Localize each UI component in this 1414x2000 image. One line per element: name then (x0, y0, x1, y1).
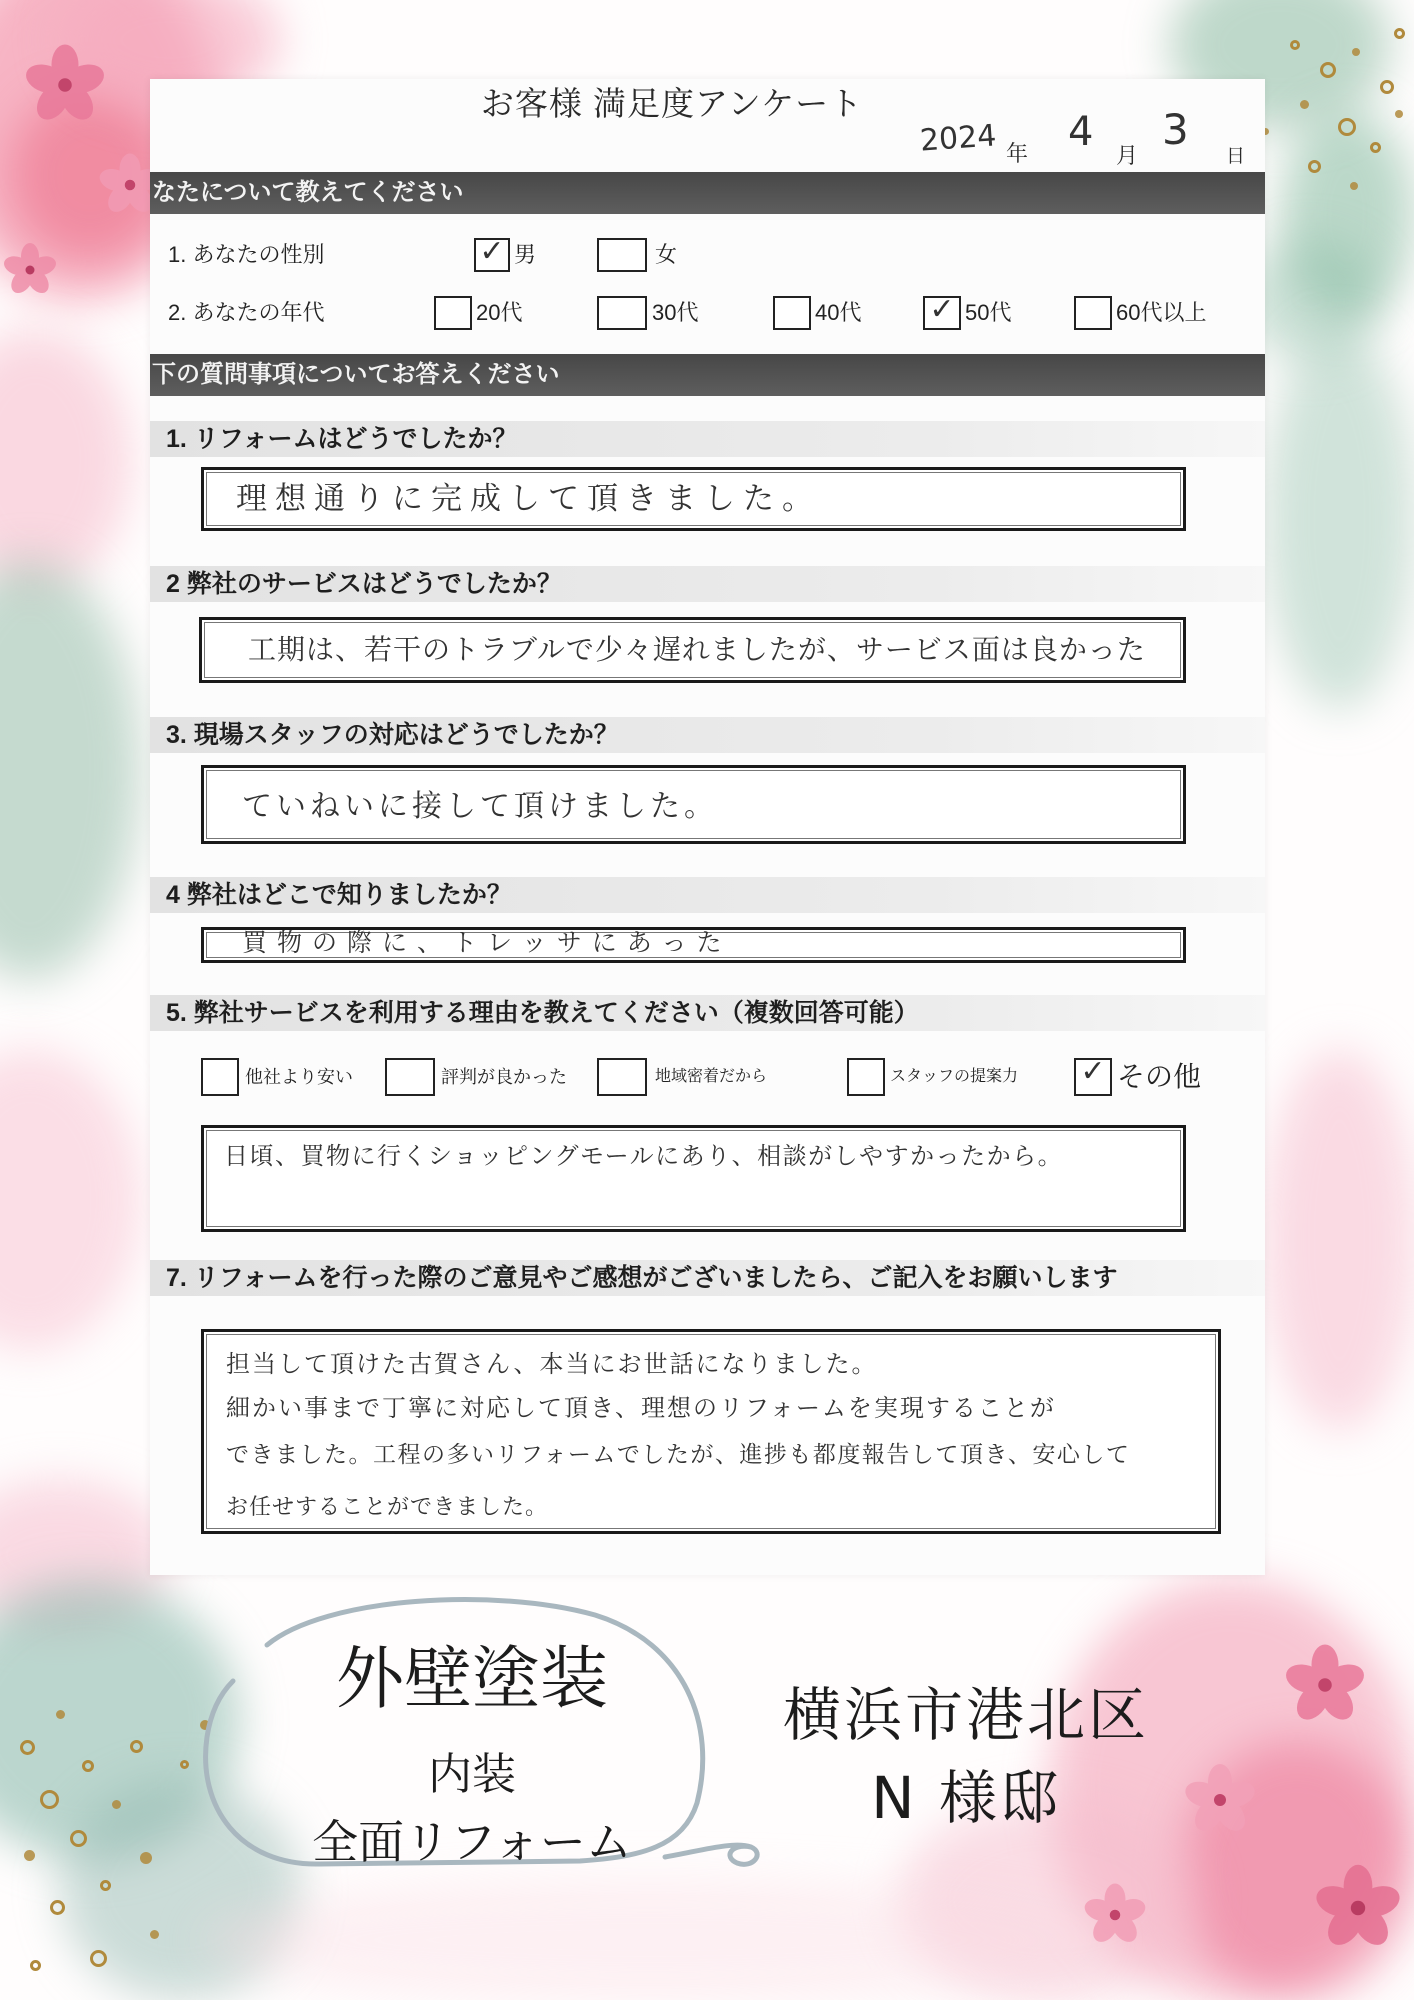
survey-sheet (150, 79, 1265, 1575)
checkbox-label-age-30s: 30代 (652, 300, 699, 325)
question-4-answer: 買物の際に、トレッサにあった (242, 928, 732, 957)
gold-dot-decoration (56, 1710, 65, 1719)
gold-dot-decoration (180, 1760, 189, 1769)
gold-dot-decoration (70, 1830, 87, 1847)
location-label: 横浜市港北区 (782, 1681, 1149, 1749)
green-wash (0, 560, 140, 980)
checkbox-label-age-40s: 40代 (815, 300, 862, 325)
pink-wash (200, 1880, 1100, 2000)
question-4-band (150, 877, 1265, 913)
checkbox-other (1074, 1058, 1112, 1096)
gold-dot-decoration (24, 1850, 35, 1861)
checkbox-male (474, 238, 510, 272)
flower-icon (1310, 1860, 1406, 1956)
question-2-band (150, 566, 1265, 602)
gold-dot-decoration (150, 1930, 159, 1939)
question-7-answer-line: 細かい事まで丁寧に対応して頂き、理想のリフォームを実現することが (226, 1394, 1056, 1422)
checkbox-label-local: 地域密着だから (655, 1068, 768, 1085)
question-1-answer-box (201, 467, 1186, 531)
flower-icon (1180, 1760, 1260, 1840)
checkbox-label-age-20s: 20代 (476, 300, 523, 325)
gold-dot-decoration (40, 1790, 59, 1809)
gold-dot-decoration (90, 1950, 107, 1967)
question-5-band (150, 995, 1265, 1031)
gold-dot-decoration (1290, 40, 1300, 50)
date-day: 3 (1162, 105, 1189, 154)
checkbox-label-age-60s-plus: 60代以上 (1116, 300, 1207, 325)
profile-section-header: なたについて教えてください (150, 172, 1265, 214)
gold-dot-decoration (30, 1960, 41, 1971)
question-7-answer-box (201, 1329, 1221, 1534)
question-7-answer-line: 担当して頂けた古賀さん、本当にお世話になりました。 (226, 1350, 878, 1378)
checkbox-age-50s (923, 296, 961, 330)
question-2-answer: 工期は、若干のトラブルで少々遅れましたが、サービス面は良かった (248, 633, 1146, 666)
questions-section-header: 下の質問事項についてお答えください (150, 354, 1265, 396)
gold-dot-decoration (100, 1880, 111, 1891)
question-7-label: 7. リフォームを行った際のご意見やご感想がございましたら、ご記入をお願いします (166, 1264, 1118, 1292)
gold-dot-decoration (1338, 118, 1356, 136)
gold-dot-decoration (1380, 80, 1394, 94)
checkbox-label-other: その他 (1117, 1061, 1202, 1092)
gold-dot-decoration (1308, 160, 1321, 173)
question-3-answer-box (201, 765, 1186, 844)
gold-dot-decoration (1370, 142, 1381, 153)
question-3-answer: ていねいに接して頂けました。 (242, 789, 718, 824)
flower-icon (0, 240, 60, 300)
question-7-answer-line: お任せすることができました。 (226, 1495, 549, 1520)
flower-icon (1280, 1640, 1370, 1730)
gold-dot-decoration (130, 1740, 143, 1753)
question-3-band (150, 717, 1265, 753)
pink-wash (1265, 1050, 1414, 1430)
question-2-label: 2 弊社のサービスはどうでしたか？ (166, 570, 562, 598)
checkbox-age-30s (597, 296, 647, 330)
question-3-label: 3. 現場スタッフの対応はどうでしたか？ (166, 721, 619, 749)
question-1-label: 1. リフォームはどうでしたか？ (166, 425, 518, 453)
checkbox-label-female: 女 (655, 242, 678, 267)
gold-dot-decoration (1320, 62, 1336, 78)
gold-dot-decoration (1395, 110, 1403, 118)
pink-wash (0, 1050, 140, 1350)
age-label: 2. あなたの年代 (168, 300, 325, 325)
date-year-unit: 年 (1006, 141, 1029, 166)
checkbox-cheaper (201, 1058, 239, 1096)
checkbox-age-40s (773, 296, 811, 330)
flower-icon (20, 40, 110, 130)
checkbox-label-staff-proposal: スタッフの提案力 (890, 1068, 1019, 1085)
gold-dot-decoration (1350, 182, 1358, 190)
service-sub-full-reform: 全面リフォーム (312, 1815, 632, 1869)
checkbox-staff-proposal (847, 1058, 885, 1096)
question-7-band (150, 1260, 1265, 1296)
question-4-answer-box (201, 927, 1186, 963)
question-2-answer-box (199, 617, 1186, 683)
date-year: 2024 (918, 118, 998, 159)
gold-dot-decoration (1300, 100, 1309, 109)
checkbox-label-age-50s: 50代 (965, 300, 1012, 325)
question-5-answer: 日頃、買物に行くショッピングモールにあり、相談がしやすかったから。 (224, 1142, 1064, 1170)
gold-dot-decoration (112, 1800, 121, 1809)
checkbox-label-cheaper: 他社より安い (245, 1067, 353, 1087)
checkbox-label-reputation: 評判が良かった (441, 1067, 567, 1087)
checkbox-female (597, 238, 647, 272)
question-4-label: 4 弊社はどこで知りましたか？ (166, 881, 512, 909)
survey-title: お客様 満足度アンケート (480, 85, 864, 122)
gold-dot-decoration (20, 1740, 35, 1755)
checkbox-age-60s-plus (1074, 296, 1112, 330)
gold-dot-decoration (82, 1760, 94, 1772)
question-5-label: 5. 弊社サービスを利用する理由を教えてください（複数回答可能） (166, 999, 919, 1027)
question-7-answer-line: できました。工程の多いリフォームでしたが、進捗も都度報告して頂き、安心して (226, 1442, 1131, 1468)
date-month-unit: 月 (1116, 143, 1139, 168)
gold-dot-decoration (50, 1900, 65, 1915)
client-label: N 様邸 (871, 1764, 1061, 1832)
question-1-band (150, 421, 1265, 457)
date-month: 4 (1068, 109, 1094, 155)
question-5-answer-box (201, 1125, 1186, 1232)
gender-label: 1. あなたの性別 (168, 242, 325, 267)
checkbox-label-male: 男 (514, 242, 537, 267)
service-sub-interior: 内装 (428, 1749, 516, 1800)
green-wash (1265, 330, 1414, 710)
question-1-answer: 理想通りに完成して頂きました。 (236, 481, 821, 517)
gold-dot-decoration (1394, 28, 1405, 39)
service-main: 外壁塗装 (335, 1640, 608, 1719)
checkbox-age-20s (434, 296, 472, 330)
date-day-unit: 日 (1226, 146, 1246, 167)
pink-wash (0, 330, 130, 590)
checkbox-local (597, 1058, 647, 1096)
flower-icon (1080, 1880, 1150, 1950)
checkbox-reputation (385, 1058, 435, 1096)
gold-dot-decoration (1352, 48, 1360, 56)
gold-dot-decoration (140, 1852, 152, 1864)
